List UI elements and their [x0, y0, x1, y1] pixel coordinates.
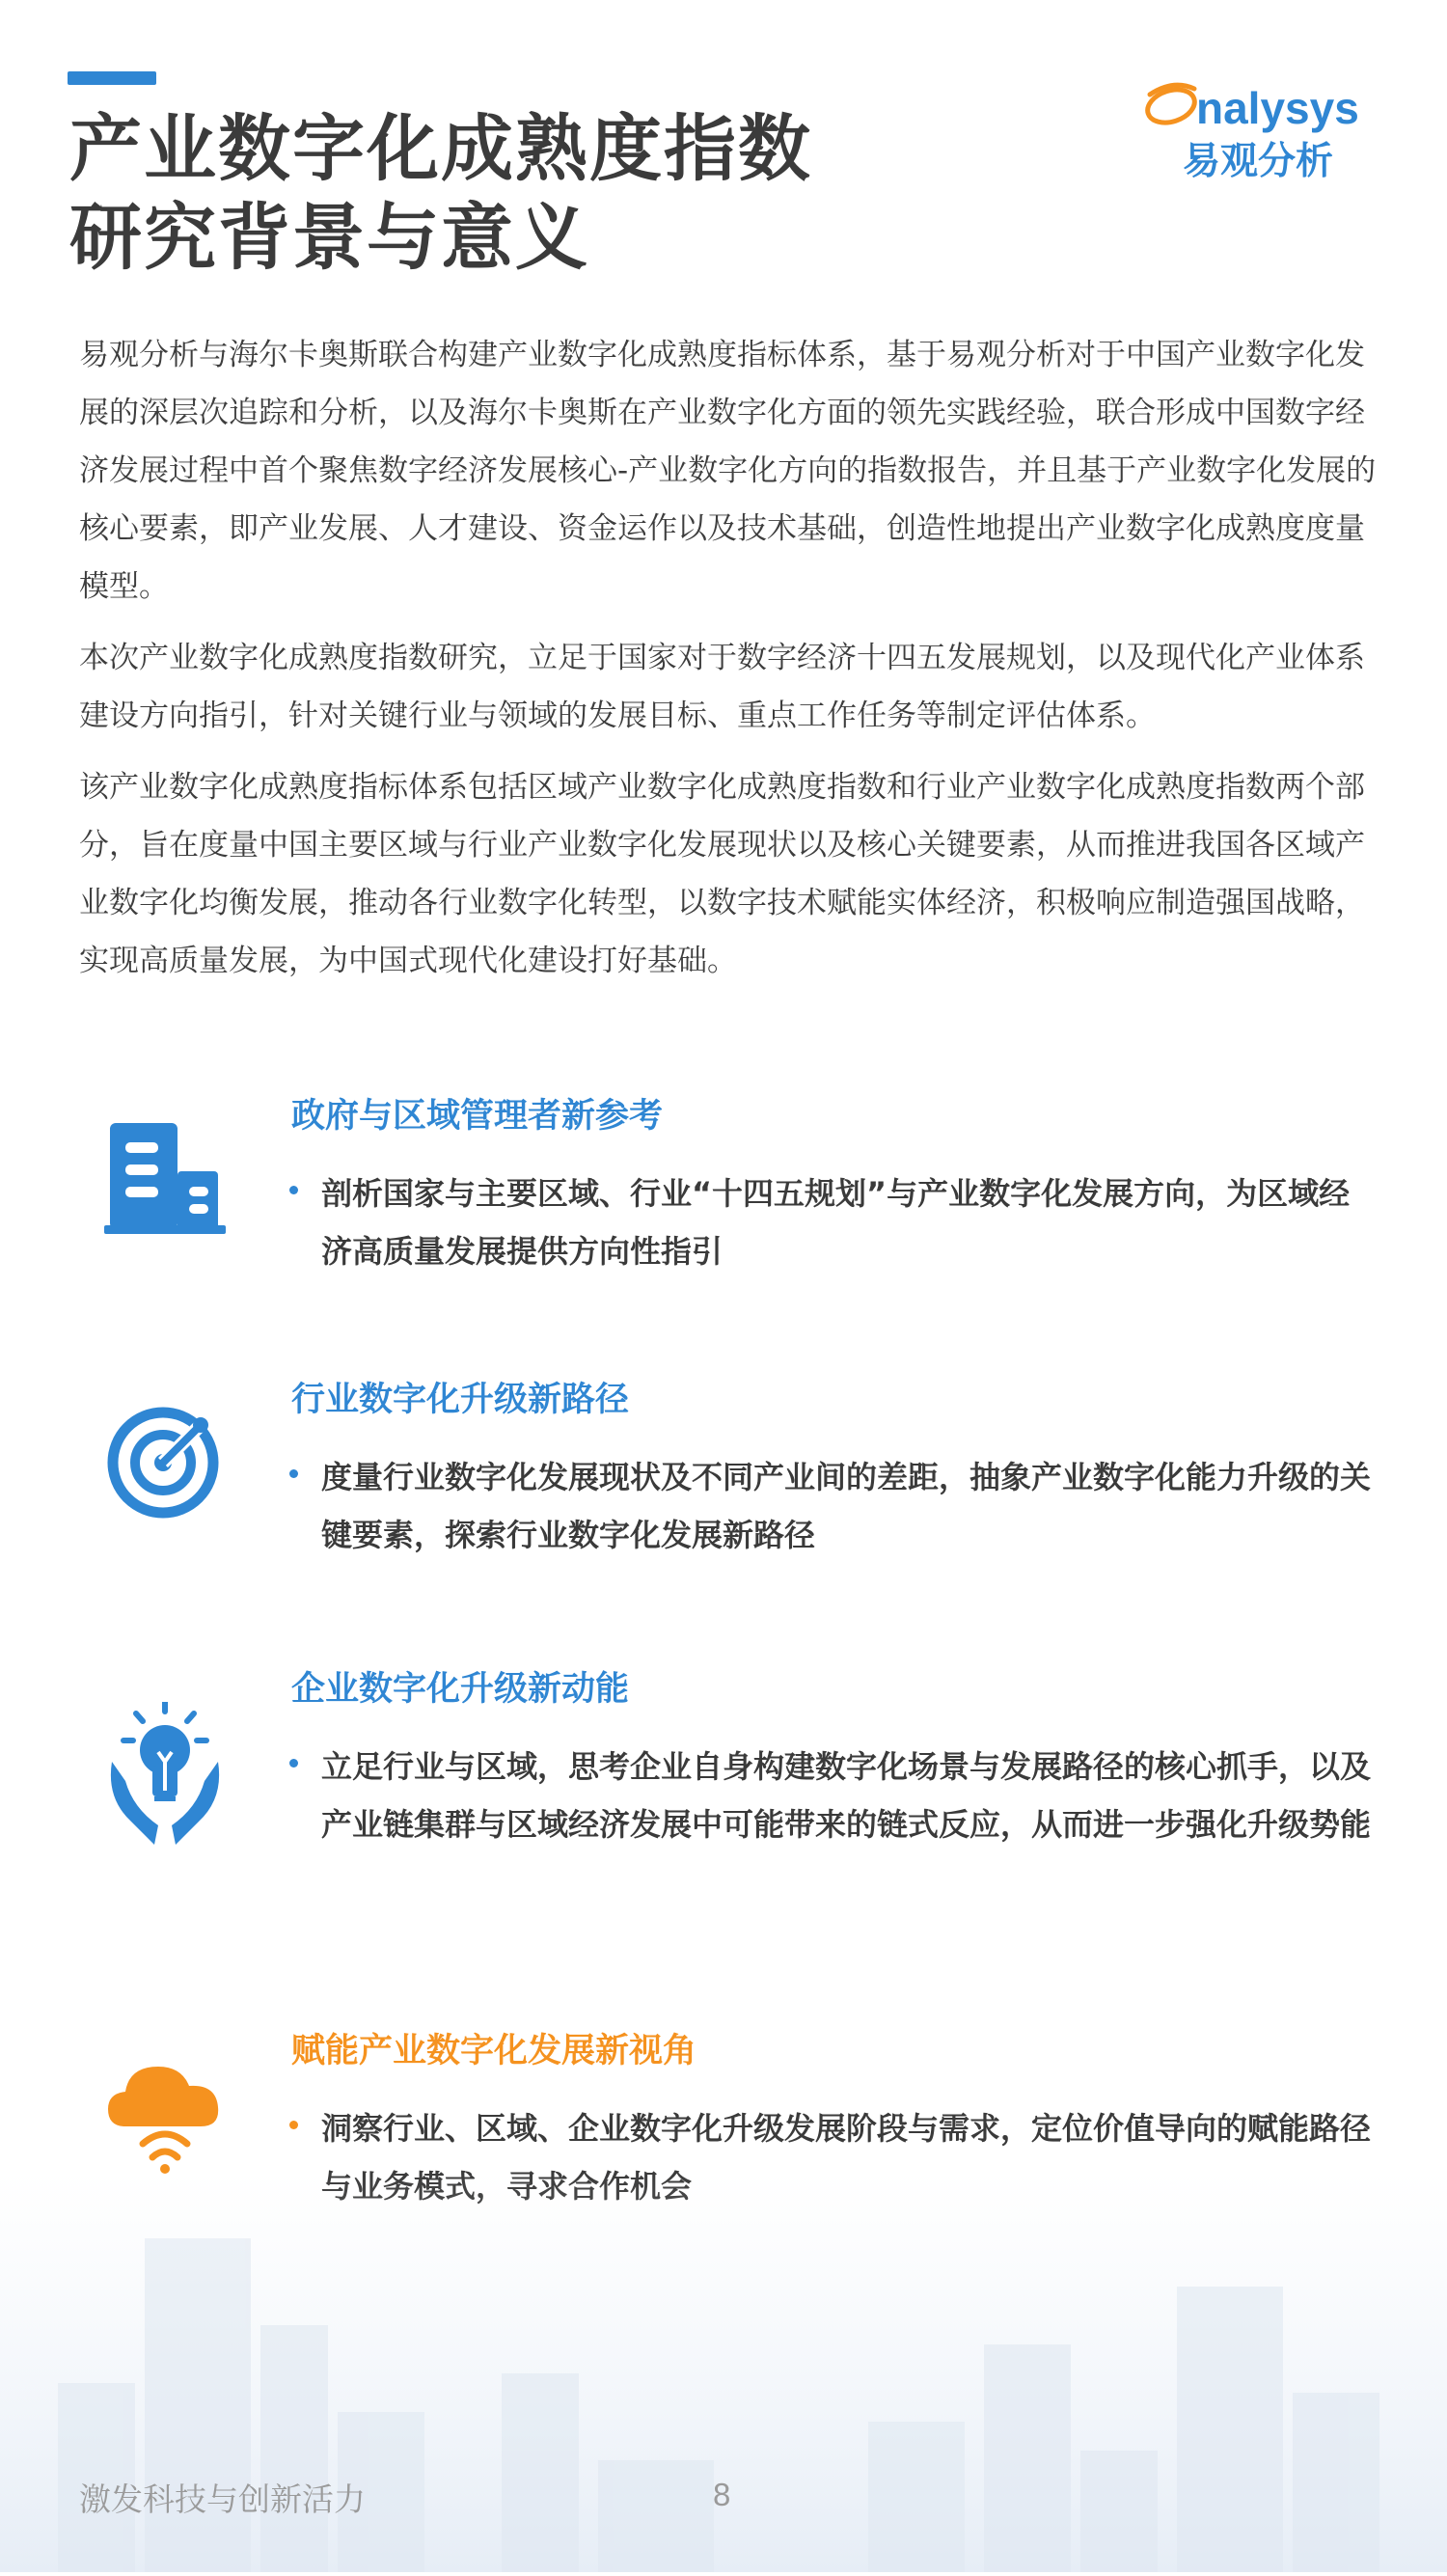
bullet-government [289, 1165, 1379, 1280]
title-accent-bar [68, 71, 156, 85]
section-title-industry: 行业数字化升级新路径 [291, 1381, 630, 1419]
analysys-logo [1136, 66, 1387, 191]
intro-paragraph-2: 本次产业数字化成熟度指数研究，立足于国家对于数字经济十四五发展规划，以及现代化产业体系建设方向指引，针对关键行业与领域的发展目标、重点工作任务等制定评估体系。 [79, 641, 1365, 733]
bullet-dot [289, 2121, 298, 2129]
intro-text [79, 326, 1391, 1003]
section-title-government: 政府与区域管理者新参考 [291, 1097, 664, 1136]
target-radar-icon [104, 1404, 222, 1525]
footer-slogan: 激发科技与创新活力 [79, 2480, 366, 2518]
section-title-empowerment: 赋能产业数字化发展新视角 [291, 2032, 697, 2070]
page-title [69, 104, 812, 282]
page-number: 8 [713, 2477, 731, 2512]
bullet-dot [289, 1186, 298, 1194]
bullet-enterprise [289, 1738, 1379, 1853]
page-title-line-2: 研究背景与意义 [69, 195, 590, 280]
logo-chinese: 易观分析 [1183, 140, 1334, 183]
bullet-text-empowerment: 洞察行业、区域、企业数字化升级发展阶段与需求，定位价值导向的赋能路径 [321, 2110, 1372, 2147]
lightbulb-hands-icon [104, 1702, 226, 1860]
intro-paragraph-3: 该产业数字化成熟度指标体系包括区域产业数字化成熟度指数和行业产业数字化成熟度指数两个部分，旨在度量中国主要区域与行业产业数字化发展现状以及核心关键要素，从而推进我国各区域产业数字化均衡发展，推动各行业数字化转型，以数字技术赋能实体经济，积极响应制造强国战略，实现高质量发展，为中国式现代化建设打好基础。 [79, 770, 1365, 978]
section-title-enterprise: 企业数字化升级新动能 [291, 1670, 630, 1709]
bullet-text-enterprise: 立足行业与区域，思考企业自身构建数字化场景与发展路径的核心抓手，以及产业链集群与区域经济发展中可能带来的链式反应，从而进一步强化升级势能 [321, 1748, 1372, 1843]
bullet-industry [289, 1448, 1379, 1564]
bullet-dot [289, 1469, 298, 1478]
bullet-text-industry: 度量行业数字化发展现状及不同产业间的差距，抽象产业数字化能力升级的关键要素，探索行业数字化发展新路径 [321, 1459, 1372, 1553]
bullet-dot [289, 1759, 298, 1768]
intro-paragraph-1: 易观分析与海尔卡奥斯联合构建产业数字化成熟度指标体系，基于易观分析对于中国产业数字化发展的深层次追踪和分析，以及海尔卡奥斯在产业数字化方面的领先实践经验，联合形成中国数字经济发展过程中首个聚焦数字经济发展核心-产业数字化方向的指数报告，并且基于产业数字化发展的核心要素，即产业发展、人才建设、资金运作以及技术基础，创造性地提出产业数字化成熟度度量模型。 [79, 338, 1377, 604]
cloud-wifi-icon [104, 2057, 226, 2182]
building-icon [104, 1121, 226, 1241]
page-title-line-1: 产业数字化成熟度指数 [69, 106, 813, 191]
logo-wordmark: nalysys [1196, 83, 1359, 133]
bullet-text-government: 剖析国家与主要区域、行业“十四五规划”与产业数字化发展方向，为区域经济高质量发展提供方向性指引 [321, 1175, 1351, 1270]
